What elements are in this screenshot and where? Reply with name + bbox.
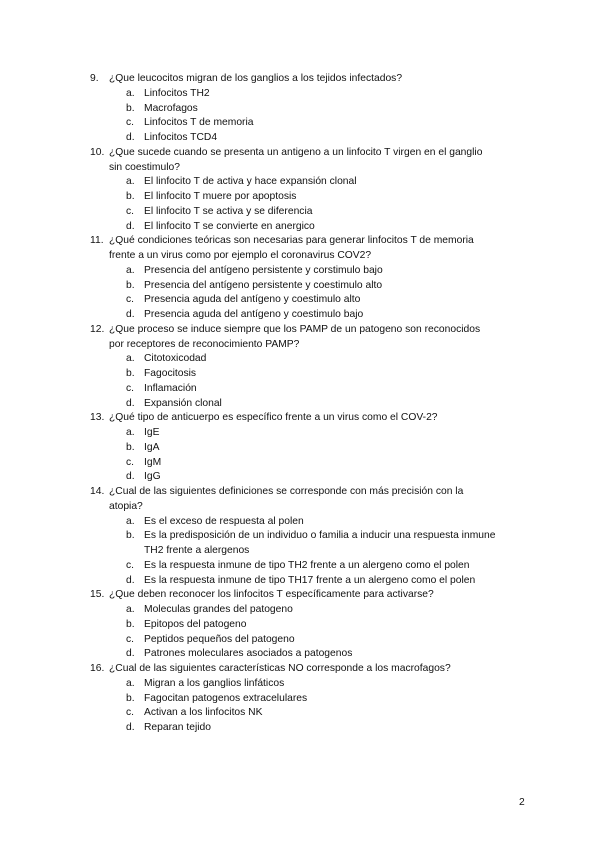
question-line [0, 161, 600, 176]
question-line [0, 146, 600, 161]
question-line [0, 411, 600, 426]
question-text: ¿Qué tipo de anticuerpo es específico frente a un virus como el COV-2? [109, 412, 438, 424]
option-text: Patrones moleculares asociados a patogenos [144, 648, 353, 660]
answer-option [0, 618, 600, 633]
option-letter: c. [126, 456, 135, 468]
question-text: por receptores de reconocimiento PAMP? [109, 338, 300, 350]
option-text: Migran a los ganglios linfáticos [144, 677, 285, 689]
option-text: IgG [144, 471, 161, 483]
answer-option [0, 352, 600, 367]
option-text: Moleculas grandes del patogeno [144, 604, 293, 615]
answer-option [0, 529, 600, 544]
answer-option [0, 279, 600, 294]
question-number: 13. [90, 412, 105, 424]
option-text: El linfocito T de activa y hace expansión clonal [144, 176, 357, 188]
option-text: Presencia aguda del antígeno y coestimulo bajo [144, 309, 364, 320]
question-number: 15. [90, 589, 105, 601]
option-text: Es la predisposición de un individuo o familia a inducir una respuesta inmune [144, 530, 496, 542]
question-10 [0, 146, 600, 235]
answer-option [0, 441, 600, 456]
answer-option [0, 220, 600, 235]
option-letter: d. [126, 397, 135, 409]
option-letter: c. [126, 294, 135, 306]
option-text: Linfocitos T de memoria [144, 117, 254, 129]
option-letter: c. [126, 117, 135, 129]
question-11 [0, 234, 600, 323]
option-text: Linfocitos TCD4 [144, 132, 218, 143]
answer-option [0, 426, 600, 441]
option-letter: d. [126, 574, 135, 586]
option-letter: b. [126, 368, 135, 379]
question-line [0, 485, 600, 500]
question-15 [0, 588, 600, 662]
option-letter: d. [126, 471, 135, 483]
question-line [0, 338, 600, 353]
option-text: Presencia aguda del antígeno y coestimulo alto [144, 294, 361, 306]
option-text: Es la respuesta inmune de tipo TH17 frente a un alergeno como el polen [144, 574, 476, 586]
option-letter: c. [126, 559, 135, 571]
option-text: Fagocitan patogenos extracelulares [144, 692, 308, 704]
answer-option [0, 382, 600, 397]
question-number: 11. [90, 235, 104, 247]
question-text: ¿Que leucocitos migran de los ganglios a los tejidos infectados? [109, 73, 403, 84]
option-text: Inflamación [144, 382, 197, 394]
question-text: ¿Que deben reconocer los linfocitos T específicamente para activarse? [109, 589, 434, 601]
answer-option [0, 205, 600, 220]
option-letter: a. [126, 677, 135, 689]
question-line [0, 234, 600, 249]
question-line [0, 249, 600, 264]
answer-option [0, 633, 600, 648]
page-number: 2 [519, 797, 525, 808]
answer-option [0, 102, 600, 117]
option-text: Peptidos pequeños del patogeno [144, 633, 295, 645]
question-16 [0, 662, 600, 736]
option-letter: d. [126, 309, 135, 320]
option-text: Activan a los linfocitos NK [144, 707, 263, 719]
answer-option [0, 367, 600, 382]
option-text: Expansión clonal [144, 397, 222, 409]
option-letter: d. [126, 132, 135, 143]
option-text: TH2 frente a alergenos [144, 545, 250, 556]
answer-option [0, 515, 600, 530]
question-number: 12. [90, 323, 105, 335]
option-letter: b. [126, 102, 135, 114]
option-letter: a. [126, 353, 135, 365]
option-letter: b. [126, 279, 135, 291]
option-text: Macrofagos [144, 102, 198, 114]
option-letter: c. [126, 633, 135, 645]
question-list [0, 72, 600, 736]
answer-option [0, 470, 600, 485]
option-text: Es el exceso de respuesta al polen [144, 515, 304, 527]
question-13 [0, 411, 600, 485]
question-line [0, 500, 600, 515]
option-letter: d. [126, 220, 135, 232]
question-text: sin coestimulo? [109, 161, 180, 173]
question-12 [0, 323, 600, 412]
answer-option [0, 706, 600, 721]
question-text: atopia? [109, 500, 143, 512]
question-text: ¿Qué condiciones teóricas son necesarias para generar linfocitos T de memoria [109, 235, 474, 247]
answer-option [0, 264, 600, 279]
option-letter: a. [126, 427, 135, 438]
option-text: IgA [144, 441, 160, 453]
option-letter: a. [126, 87, 135, 99]
answer-option [0, 603, 600, 618]
answer-option [0, 544, 600, 559]
option-letter: d. [126, 722, 135, 733]
question-number: 16. [90, 663, 105, 674]
option-text: Linfocitos TH2 [144, 87, 210, 99]
answer-option [0, 175, 600, 190]
question-text: frente a un virus como por ejemplo el coronavirus COV2? [109, 250, 372, 261]
option-letter: b. [126, 530, 135, 542]
question-text: ¿Que sucede cuando se presenta un antigeno a un linfocito T virgen en el ganglio [109, 146, 483, 158]
question-line [0, 72, 600, 87]
option-letter: b. [126, 692, 135, 704]
answer-option [0, 692, 600, 707]
option-text: Epitopos del patogeno [144, 618, 247, 630]
option-letter: c. [126, 382, 135, 394]
option-letter: c. [126, 707, 135, 719]
option-text: El linfocito T muere por apoptosis [144, 191, 297, 202]
option-letter: b. [126, 191, 135, 202]
option-letter: d. [126, 648, 135, 660]
answer-option [0, 574, 600, 589]
answer-option [0, 87, 600, 102]
option-text: Reparan tejido [144, 722, 211, 733]
option-text: Fagocitosis [144, 368, 197, 379]
answer-option [0, 308, 600, 323]
option-text: Citotoxicodad [144, 353, 207, 365]
question-9 [0, 72, 600, 146]
question-number: 10. [90, 146, 105, 158]
option-text: IgM [144, 456, 162, 468]
option-letter: a. [126, 604, 135, 615]
option-text: El linfocito T se convierte en anergico [144, 220, 315, 232]
answer-option [0, 116, 600, 131]
question-text: ¿Cual de las siguientes características NO corresponde a los macrofagos? [109, 663, 451, 674]
option-text: El linfocito T se activa y se diferencia [144, 205, 313, 217]
question-text: ¿Que proceso se induce siempre que los PAMP de un patogeno son reconocidos [109, 323, 481, 335]
answer-option [0, 677, 600, 692]
option-letter: a. [126, 515, 135, 527]
answer-option [0, 559, 600, 574]
option-letter: b. [126, 618, 135, 630]
question-text: ¿Cual de las siguientes definiciones se corresponde con más precisión con la [109, 486, 464, 497]
option-text: Presencia del antígeno persistente y coestimulo alto [144, 279, 383, 291]
question-line [0, 588, 600, 603]
option-letter: a. [126, 264, 135, 276]
option-letter: a. [126, 176, 135, 188]
answer-option [0, 190, 600, 205]
question-number: 9. [90, 73, 99, 84]
question-line [0, 323, 600, 338]
answer-option [0, 647, 600, 662]
answer-option [0, 721, 600, 736]
answer-option [0, 456, 600, 471]
question-14 [0, 485, 600, 588]
question-line [0, 662, 600, 677]
option-text: Presencia del antígeno persistente y corstimulo bajo [144, 264, 383, 276]
option-letter: c. [126, 205, 135, 217]
option-letter: b. [126, 441, 135, 453]
option-text: Es la respuesta inmune de tipo TH2 frente a un alergeno como el polen [144, 559, 470, 571]
answer-option [0, 131, 600, 146]
option-text: IgE [144, 427, 160, 438]
answer-option [0, 293, 600, 308]
answer-option [0, 397, 600, 412]
question-number: 14. [90, 486, 105, 497]
